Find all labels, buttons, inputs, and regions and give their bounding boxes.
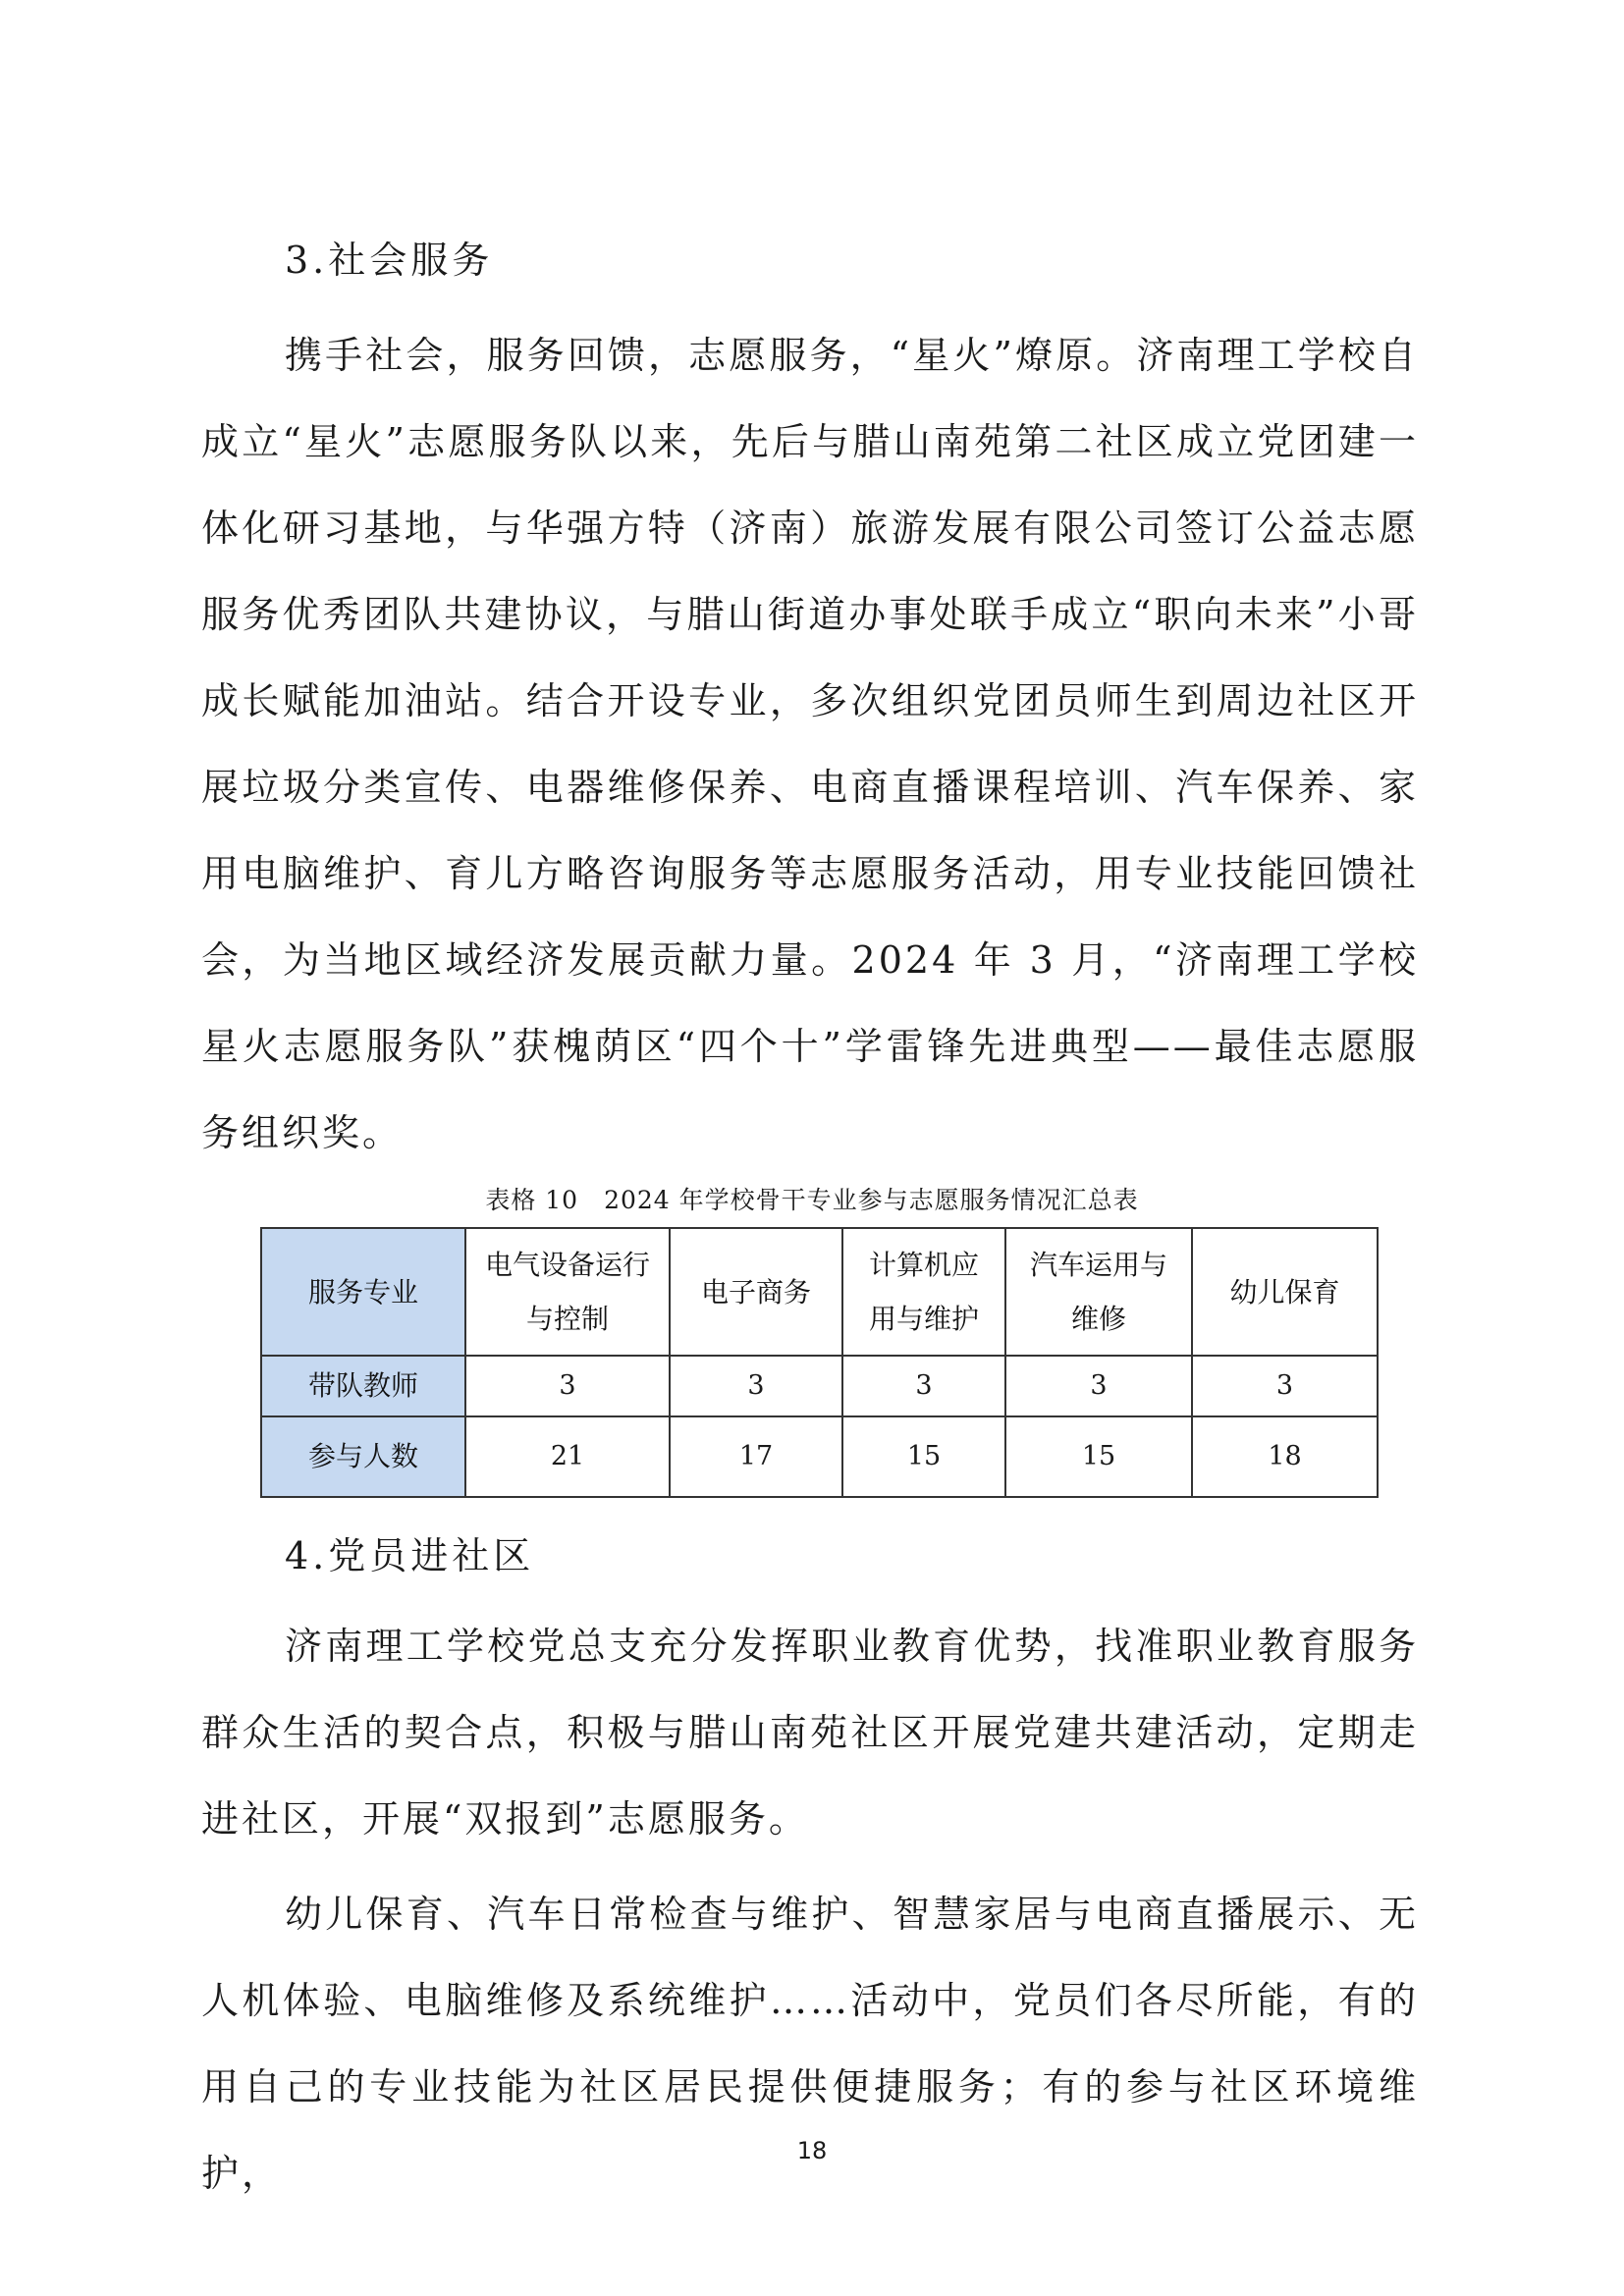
table-cell: 3	[465, 1356, 670, 1416]
table-header-row	[261, 1228, 1378, 1356]
table-cell: 15	[1005, 1416, 1192, 1497]
column-header-line: 电子商务	[700, 1275, 811, 1308]
row-header: 带队教师	[261, 1356, 465, 1416]
section-3-paragraph: 携手社会，服务回馈，志愿服务，“星火”燎原。济南理工学校自成立“星火”志愿服务队以来，先后与腊山南苑第二社区成立党团建一体化研习基地，与华强方特（济南）旅游发展有限公司签订公益志愿服务优秀团队共建协议，与腊山街道办事处联手成立“职向未来”小哥成长赋能加油站。结合开设专业，多次组织党团员师生到周边社区开展垃圾分类宣传、电器维修保养、电商直播课程培训、汽车保养、家用电脑维护、育儿方略咨询服务等志愿服务活动，用专业技能回馈社会，为当地区域经济发展贡献力量。2024 年 3 月，“济南理工学校星火志愿服务队”获槐荫区“四个十”学雷锋先进典型——最佳志愿服务组织奖。	[201, 334, 1419, 1154]
table-cell: 21	[465, 1416, 670, 1497]
table-cell: 3	[1005, 1356, 1192, 1416]
column-header	[1005, 1228, 1192, 1356]
corner-header: 服务专业	[261, 1228, 465, 1356]
section-4-paragraph-1: 济南理工学校党总支充分发挥职业教育优势，找准职业教育服务群众生活的契合点，积极与腊山南苑社区开展党建共建活动，定期走进社区，开展“双报到”志愿服务。	[201, 1625, 1419, 1841]
page-number: 18	[796, 2137, 828, 2164]
column-header-line: 计算机应	[868, 1249, 979, 1281]
column-header-line: 维修	[1070, 1303, 1126, 1335]
table-cell: 15	[842, 1416, 1005, 1497]
column-header	[670, 1228, 842, 1356]
table-cell: 18	[1192, 1416, 1378, 1497]
column-header	[465, 1228, 670, 1356]
column-header-line: 用与维护	[868, 1303, 979, 1335]
table-row	[261, 1356, 1378, 1416]
column-header-line: 电气设备运行	[484, 1249, 650, 1281]
section-3-heading: 3.社会服务	[285, 239, 494, 282]
table-cell: 17	[670, 1416, 842, 1497]
column-header-line: 汽车运用与	[1029, 1249, 1167, 1281]
table-cell: 3	[670, 1356, 842, 1416]
column-header-line: 与控制	[525, 1303, 609, 1335]
section-4-paragraph-2: 幼儿保育、汽车日常检查与维护、智慧家居与电商直播展示、无人机体验、电脑维修及系统维护……活动中，党员们各尽所能，有的用自己的专业技能为社区居民提供便捷服务；有的参与社区环境维护，	[201, 1893, 1419, 2195]
row-header: 参与人数	[261, 1416, 465, 1497]
column-header	[842, 1228, 1005, 1356]
column-header-line: 幼儿保育	[1229, 1275, 1340, 1308]
table-cell: 3	[1192, 1356, 1378, 1416]
table-caption: 表格 10 2024 年学校骨干专业参与志愿服务情况汇总表	[485, 1186, 1139, 1214]
section-4-heading: 4.党员进社区	[285, 1534, 535, 1577]
table-cell: 3	[842, 1356, 1005, 1416]
volunteer-summary-table	[260, 1227, 1379, 1498]
table-row	[261, 1416, 1378, 1497]
column-header	[1192, 1228, 1378, 1356]
